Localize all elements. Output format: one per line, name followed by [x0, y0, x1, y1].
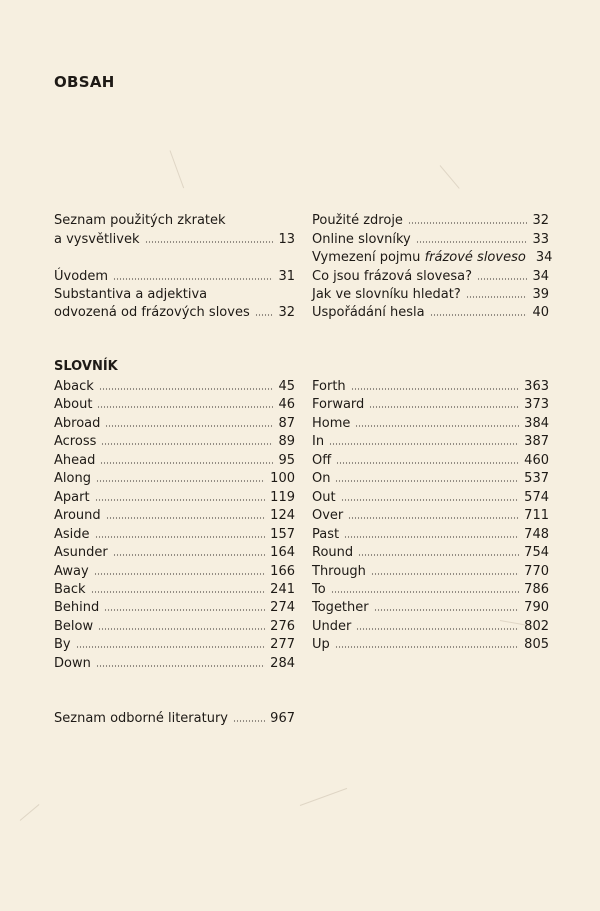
dictionary-entry-label: Up — [312, 637, 330, 653]
toc-page-number: 32 — [278, 305, 295, 320]
dot-leader — [344, 535, 519, 539]
toc-page-number: 39 — [532, 287, 549, 302]
dictionary-page-number: 164 — [270, 545, 295, 560]
dictionary-entry[interactable] — [312, 452, 549, 470]
dictionary-entry[interactable] — [312, 378, 549, 396]
dot-leader — [98, 627, 265, 631]
dictionary-entry-label: To — [312, 581, 326, 597]
dictionary-entry[interactable] — [312, 581, 549, 599]
dictionary-page-number: 241 — [270, 581, 295, 597]
dictionary-page-number: 748 — [524, 526, 549, 542]
dictionary-entry[interactable] — [54, 507, 295, 525]
dot-leader — [96, 479, 265, 483]
toc-entry-label: Úvodem — [54, 269, 109, 284]
dictionary-entry[interactable] — [312, 526, 549, 544]
dictionary-entry-label: Over — [312, 508, 344, 524]
paper-fiber — [440, 165, 460, 189]
toc-entry-label: Co jsou frázová slovesa? — [312, 269, 472, 284]
dictionary-entry-label: On — [312, 471, 331, 487]
toc-entry-label: a vysvětlivek — [54, 232, 140, 247]
dictionary-entry-label: Round — [312, 545, 354, 560]
dot-leader — [374, 608, 520, 612]
dictionary-entry-label: Below — [54, 618, 94, 634]
dot-leader — [336, 461, 519, 465]
dictionary-entry[interactable] — [312, 470, 549, 488]
dictionary-entry[interactable] — [312, 618, 549, 636]
toc-entry-label: Použité zdroje — [312, 213, 403, 228]
dictionary-entry-label: About — [54, 397, 93, 413]
toc-page-number: 31 — [278, 269, 295, 284]
toc-entry-label: odvozená od frázových sloves — [54, 305, 250, 320]
dictionary-page-number: 119 — [270, 489, 295, 505]
dot-leader — [335, 479, 519, 483]
toc-entry[interactable] — [312, 286, 549, 304]
dictionary-entry-label: Past — [312, 526, 340, 542]
toc-page-number: 40 — [532, 305, 549, 320]
toc-page-number: 967 — [270, 711, 295, 726]
dictionary-page-number: 124 — [270, 508, 295, 524]
dictionary-entry-label: Along — [54, 471, 91, 487]
dictionary-entry-label: Off — [312, 452, 332, 468]
dot-leader — [99, 387, 274, 391]
dictionary-page-number: 274 — [270, 600, 295, 616]
dictionary-heading: SLOVNÍK — [54, 359, 118, 374]
dictionary-page-number: 574 — [524, 489, 549, 505]
toc-entry-line1: Substantiva a adjektiva — [54, 287, 208, 302]
toc-entry-label: Jak ve slovníku hledat? — [312, 287, 461, 302]
dot-leader — [105, 424, 273, 428]
dictionary-page-number: 754 — [524, 545, 549, 560]
dot-leader — [113, 553, 265, 557]
dictionary-entry-label: Across — [54, 434, 97, 450]
paper-fiber — [300, 788, 347, 806]
dot-leader — [104, 608, 265, 612]
dictionary-entry[interactable] — [54, 526, 295, 544]
dictionary-page-number: 384 — [524, 415, 549, 431]
toc-entry[interactable] — [54, 231, 295, 249]
dictionary-entry-label: Back — [54, 581, 86, 597]
dictionary-entry[interactable] — [54, 544, 295, 562]
dot-leader — [466, 295, 528, 299]
dot-leader — [355, 424, 519, 428]
dictionary-entry[interactable] — [54, 452, 295, 470]
dictionary-entry-label: By — [54, 637, 71, 653]
paper-fiber — [170, 150, 185, 188]
dictionary-page-number: 276 — [270, 618, 295, 634]
dictionary-entry-label: Home — [312, 415, 351, 431]
dictionary-page-number: 166 — [270, 563, 295, 579]
dictionary-entry[interactable] — [312, 636, 549, 654]
dot-leader — [358, 553, 519, 557]
dictionary-entry-label: In — [312, 434, 325, 450]
dictionary-entry[interactable] — [54, 433, 295, 451]
toc-entry[interactable] — [312, 249, 553, 267]
dictionary-page-number: 45 — [278, 379, 295, 394]
dot-leader — [416, 240, 528, 244]
toc-page-number: 32 — [532, 213, 549, 228]
dictionary-entry-label: Abroad — [54, 415, 101, 431]
dictionary-entry-label: Out — [312, 489, 336, 505]
dot-leader — [233, 719, 265, 723]
dot-leader — [101, 442, 273, 446]
dictionary-page-number: 460 — [524, 452, 549, 468]
dictionary-entry-label: Away — [54, 563, 89, 579]
paper-fiber — [20, 804, 40, 821]
dictionary-entry[interactable] — [312, 415, 549, 433]
dictionary-entry[interactable] — [54, 415, 295, 433]
toc-entry[interactable] — [54, 268, 295, 286]
dictionary-entry-label: Under — [312, 618, 352, 634]
dictionary-page-number: 802 — [524, 618, 549, 634]
dictionary-entry-label: Aback — [54, 379, 94, 394]
dictionary-entry[interactable] — [54, 618, 295, 636]
dictionary-page-number: 373 — [524, 397, 549, 413]
dictionary-page-number: 770 — [524, 563, 549, 579]
dictionary-page-number: 46 — [278, 397, 295, 413]
toc-entry-label: Uspořádání hesla — [312, 305, 425, 320]
dot-leader — [100, 461, 273, 465]
dot-leader — [477, 277, 527, 281]
toc-page-number: 34 — [532, 269, 549, 284]
dot-leader — [96, 664, 265, 668]
dot-leader — [106, 516, 266, 520]
toc-entry-label — [312, 249, 526, 267]
dot-leader — [76, 645, 266, 649]
dictionary-page-number: 805 — [524, 637, 549, 653]
dictionary-entry[interactable] — [54, 378, 295, 396]
toc-entry-line1: Seznam použitých zkratek — [54, 213, 226, 228]
dictionary-entry[interactable] — [312, 396, 549, 414]
dictionary-entry[interactable] — [54, 655, 295, 673]
toc-page-number: 34 — [535, 250, 553, 265]
dictionary-entry-label: Forward — [312, 397, 365, 413]
dictionary-entry[interactable] — [54, 470, 295, 488]
dot-leader — [97, 405, 273, 409]
dot-leader — [91, 590, 266, 594]
dictionary-page-number: 100 — [270, 471, 295, 487]
toc-entry[interactable] — [54, 304, 295, 322]
dictionary-page-number: 284 — [270, 655, 295, 671]
toc-page-number: 33 — [532, 232, 549, 247]
dictionary-entry-label: Forth — [312, 379, 346, 394]
toc-entry-label-italic: frázové sloveso — [424, 250, 526, 265]
dictionary-entry-label: Asunder — [54, 545, 108, 560]
dot-leader — [356, 627, 519, 631]
dot-leader — [255, 313, 274, 317]
toc-page-number: 13 — [278, 232, 295, 247]
dot-leader — [351, 387, 520, 391]
dot-leader — [95, 535, 266, 539]
dictionary-entry[interactable] — [312, 433, 549, 451]
toc-entry-label-plain: Vymezení pojmu — [312, 250, 425, 265]
dictionary-page-number: 537 — [524, 471, 549, 487]
dictionary-entry-label: Apart — [54, 489, 90, 505]
dictionary-page-number: 387 — [524, 434, 549, 450]
dictionary-entry[interactable] — [312, 507, 549, 525]
dictionary-page-number: 790 — [524, 600, 549, 616]
dictionary-page-number: 277 — [270, 637, 295, 653]
dictionary-entry-label: Aside — [54, 526, 90, 542]
dictionary-entry-label: Down — [54, 655, 91, 671]
dot-leader — [95, 498, 266, 502]
dot-leader — [335, 645, 519, 649]
dictionary-entry[interactable] — [54, 489, 295, 507]
dictionary-entry-label: Around — [54, 508, 101, 524]
dictionary-entry[interactable] — [54, 563, 295, 581]
dictionary-entry[interactable] — [312, 599, 549, 617]
dictionary-entry[interactable] — [54, 599, 295, 617]
toc-entry[interactable] — [312, 231, 549, 249]
dot-leader — [430, 313, 528, 317]
dictionary-entry-label: Ahead — [54, 452, 96, 468]
dictionary-page-number: 711 — [524, 508, 549, 524]
dictionary-entry[interactable] — [54, 396, 295, 414]
toc-entry-label: Online slovníky — [312, 232, 411, 247]
dictionary-entry[interactable] — [312, 563, 549, 581]
dot-leader — [341, 498, 520, 502]
dictionary-entry-label: Behind — [54, 600, 100, 616]
dot-leader — [331, 590, 519, 594]
dot-leader — [348, 516, 519, 520]
page-title: OBSAH — [54, 73, 115, 91]
dictionary-entry-label: Together — [312, 600, 369, 616]
dot-leader — [369, 405, 519, 409]
dictionary-entry[interactable] — [312, 544, 549, 562]
dictionary-entry-label: Through — [312, 563, 366, 579]
dictionary-entry[interactable] — [312, 489, 549, 507]
toc-entry[interactable] — [312, 304, 549, 322]
toc-entry[interactable] — [312, 212, 549, 230]
dictionary-page-number: 95 — [278, 452, 295, 468]
dictionary-entry[interactable] — [54, 636, 295, 654]
dictionary-page-number: 89 — [278, 434, 295, 450]
dot-leader — [371, 572, 519, 576]
dictionary-page-number: 87 — [278, 415, 295, 431]
dot-leader — [113, 277, 273, 281]
toc-entry[interactable] — [54, 710, 295, 728]
dictionary-page-number: 363 — [524, 379, 549, 394]
toc-entry[interactable] — [312, 268, 549, 286]
dictionary-entry[interactable] — [54, 581, 295, 599]
dictionary-page-number: 786 — [524, 581, 549, 597]
dot-leader — [329, 442, 519, 446]
dot-leader — [94, 572, 266, 576]
dot-leader — [145, 240, 274, 244]
dictionary-page-number: 157 — [270, 526, 295, 542]
toc-entry-label: Seznam odborné literatury — [54, 711, 228, 726]
dot-leader — [408, 221, 528, 225]
